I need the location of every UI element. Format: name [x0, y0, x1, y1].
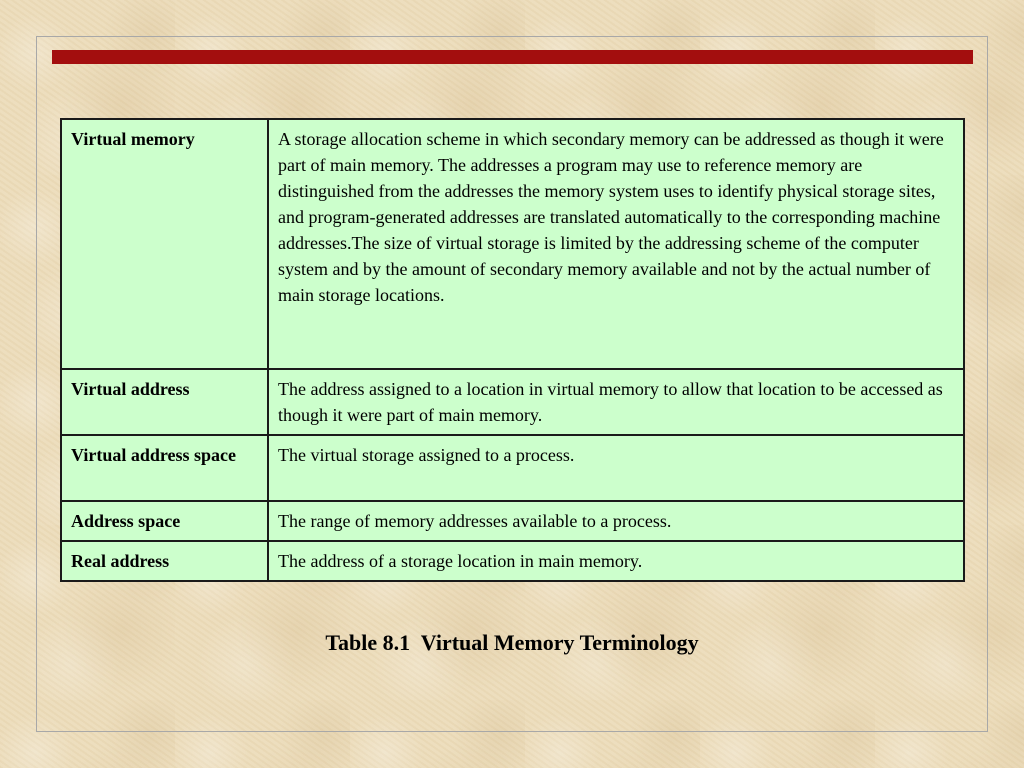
- term-cell: Real address: [61, 541, 268, 581]
- table-row: [61, 501, 964, 541]
- definition-cell: The range of memory addresses available to a process.: [268, 501, 964, 541]
- table-row: [61, 435, 964, 501]
- definition-cell: A storage allocation scheme in which secondary memory can be addressed as though it were part of main memory. The addresses a program may use to reference memory are distinguished from the addresses the memory system uses to identify physical storage sites, and program-generated addresses are translated automatically to the corresponding machine addresses.The size of virtual storage is limited by the addressing scheme of the computer system and by the amount of secondary memory available and not by the actual number of main storage locations.: [268, 119, 964, 369]
- table-caption: Table 8.1 Virtual Memory Terminology: [325, 630, 699, 655]
- term-cell: Virtual address space: [61, 435, 268, 501]
- term-cell: Address space: [61, 501, 268, 541]
- table-row: [61, 541, 964, 581]
- terminology-table: [60, 118, 965, 582]
- title-accent-bar: [52, 50, 973, 64]
- definition-cell: The virtual storage assigned to a process.: [268, 435, 964, 501]
- term-cell: Virtual address: [61, 369, 268, 435]
- table-row: [61, 119, 964, 369]
- definition-cell: The address assigned to a location in virtual memory to allow that location to be accessed as though it were part of main memory.: [268, 369, 964, 435]
- term-cell: Virtual memory: [61, 119, 268, 369]
- table-row: [61, 369, 964, 435]
- definition-cell: The address of a storage location in main memory.: [268, 541, 964, 581]
